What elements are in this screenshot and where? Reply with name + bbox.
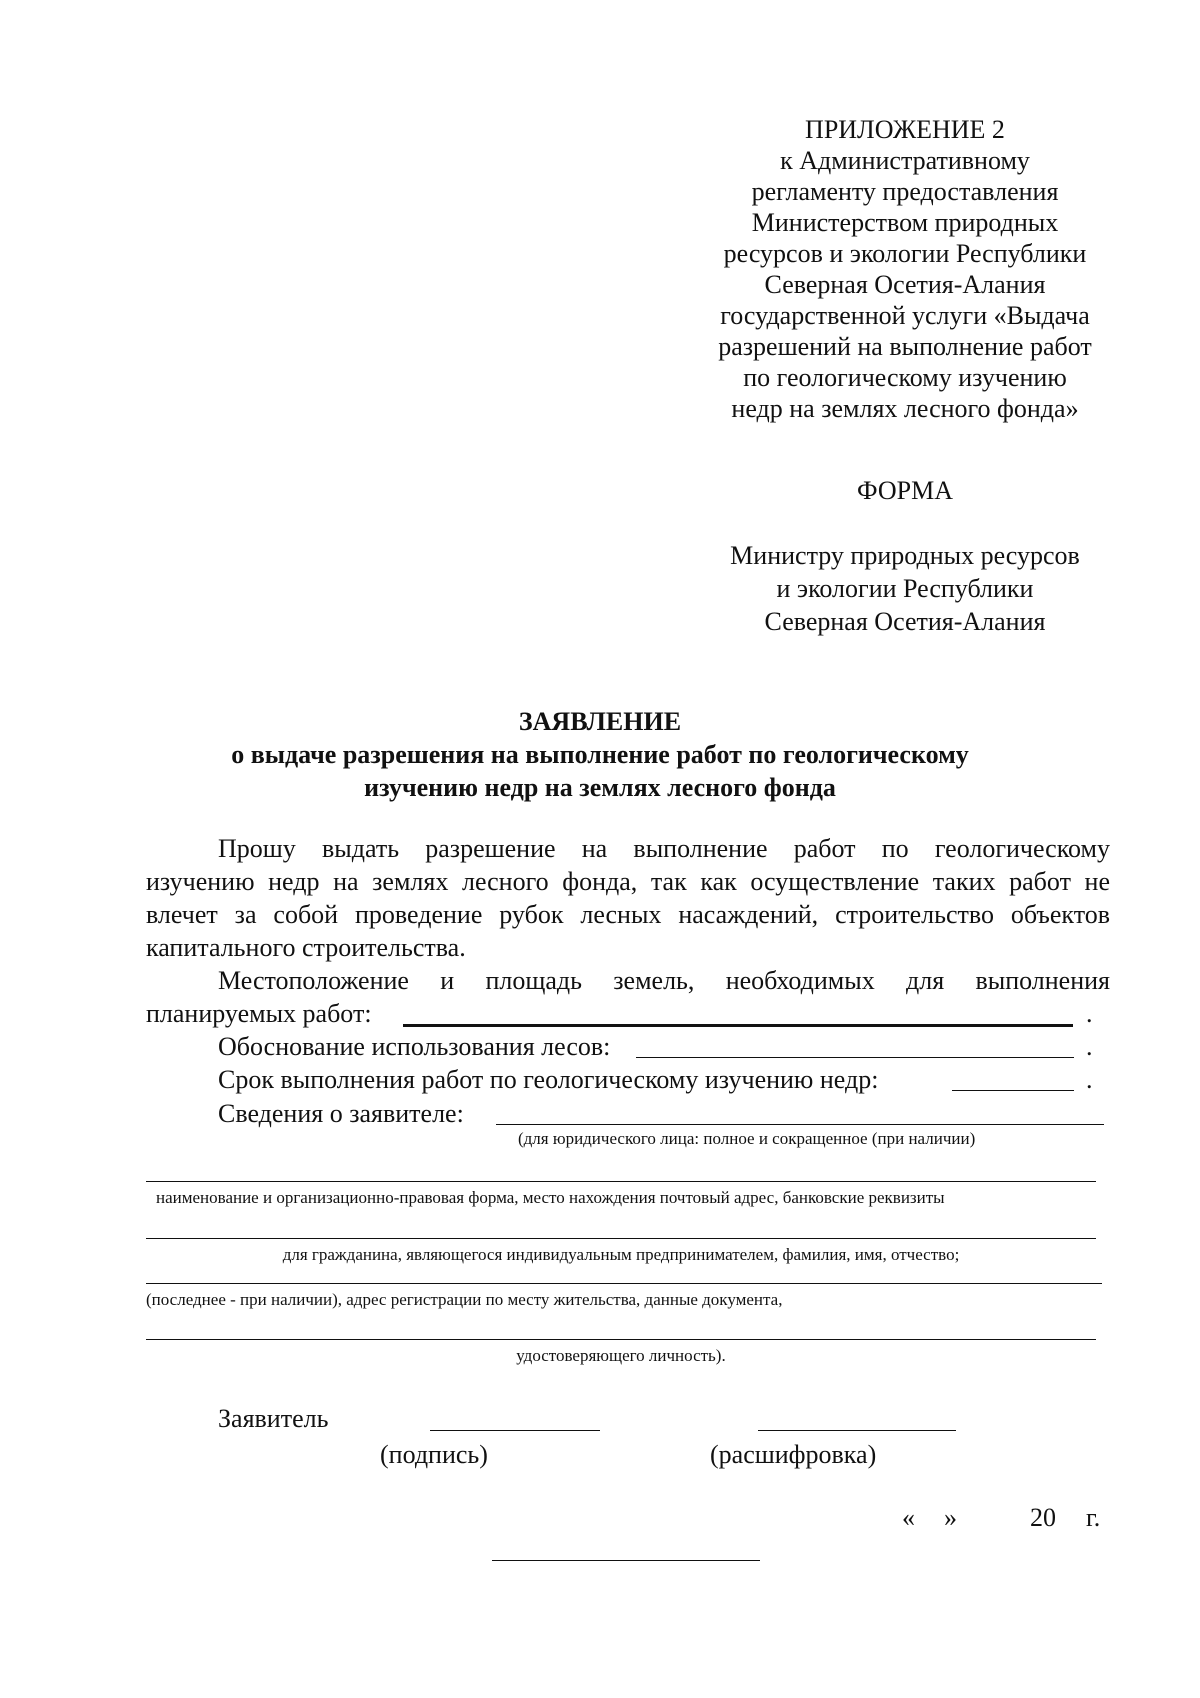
appendix-line: к Административному — [780, 146, 1030, 175]
appendix-line: разрешений на выполнение работ — [718, 332, 1092, 361]
location-field[interactable] — [403, 1024, 1073, 1027]
applicant-info-field[interactable] — [146, 1339, 1096, 1340]
signature-hint: (подпись) — [380, 1440, 488, 1469]
date-quote-close: » — [944, 1503, 957, 1532]
term-label: Срок выполнения работ по геологическому изучению недр: — [218, 1065, 879, 1094]
body-text: изучению недр на землях лесного фонда, так как осуществление таких работ не — [146, 867, 1110, 896]
document-subtitle: изучению недр на землях лесного фонда — [364, 773, 836, 802]
body-text: Прошу выдать разрешение на выполнение работ по геологическому — [218, 834, 1110, 863]
field-hint: удостоверяющего личность). — [516, 1346, 726, 1365]
decode-hint: (расшифровка) — [710, 1440, 877, 1469]
date-quote-open: « — [902, 1503, 915, 1532]
date-field[interactable] — [492, 1560, 760, 1561]
addressee-line: Министру природных ресурсов — [730, 541, 1080, 570]
basis-label: Обоснование использования лесов: — [218, 1032, 611, 1061]
appendix-line: по геологическому изучению — [743, 363, 1067, 392]
field-hint: наименование и организационно-правовая форма, место нахождения почтовый адрес, банковские реквизиты — [156, 1188, 945, 1207]
document-subtitle: о выдаче разрешения на выполнение работ по геологическому — [231, 740, 969, 769]
appendix-line: государственной услуги «Выдача — [720, 301, 1090, 330]
signature-field[interactable] — [430, 1430, 600, 1431]
period: . — [1086, 1032, 1093, 1061]
body-text: влечет за собой проведение рубок лесных насаждений, строительство объектов — [146, 900, 1110, 929]
appendix-line: Северная Осетия-Алания — [764, 270, 1046, 299]
field-hint: для гражданина, являющегося индивидуальным предпринимателем, фамилия, имя, отчество; — [282, 1245, 960, 1264]
period: . — [1086, 999, 1093, 1028]
applicant-info-field[interactable] — [146, 1283, 1102, 1284]
document-title: ЗАЯВЛЕНИЕ — [518, 707, 682, 736]
date-year-prefix: 20 — [1030, 1503, 1056, 1532]
body-text: Местоположение и площадь земель, необходимых для выполнения — [218, 966, 1110, 995]
name-decode-field[interactable] — [758, 1430, 956, 1431]
appendix-line: недр на землях лесного фонда» — [731, 394, 1079, 423]
applicant-info-field[interactable] — [496, 1124, 1104, 1125]
field-hint: (последнее - при наличии), адрес регистрации по месту жительства, данные документа, — [146, 1290, 783, 1309]
applicant-info-label: Сведения о заявителе: — [218, 1099, 464, 1128]
term-field[interactable] — [952, 1090, 1074, 1091]
appendix-line: ресурсов и экологии Республики — [723, 239, 1087, 268]
period: . — [1086, 1065, 1093, 1094]
date-year-suffix: г. — [1086, 1503, 1101, 1532]
appendix-line: Министерством природных — [751, 208, 1059, 237]
field-hint: (для юридического лица: полное и сокращенное (при наличии) — [518, 1129, 976, 1148]
addressee-line: Северная Осетия-Алания — [764, 607, 1046, 636]
applicant-info-field[interactable] — [146, 1238, 1096, 1239]
form-label: ФОРМА — [857, 476, 953, 505]
appendix-line: регламенту предоставления — [751, 177, 1059, 206]
basis-field[interactable] — [636, 1057, 1074, 1058]
applicant-info-field[interactable] — [146, 1181, 1096, 1182]
applicant-label: Заявитель — [218, 1404, 329, 1433]
appendix-header — [680, 114, 1130, 424]
body-text: капитального строительства. — [146, 933, 466, 962]
appendix-line: ПРИЛОЖЕНИЕ 2 — [805, 115, 1005, 144]
addressee-line: и экологии Республики — [776, 574, 1034, 603]
location-label: планируемых работ: — [146, 999, 372, 1028]
